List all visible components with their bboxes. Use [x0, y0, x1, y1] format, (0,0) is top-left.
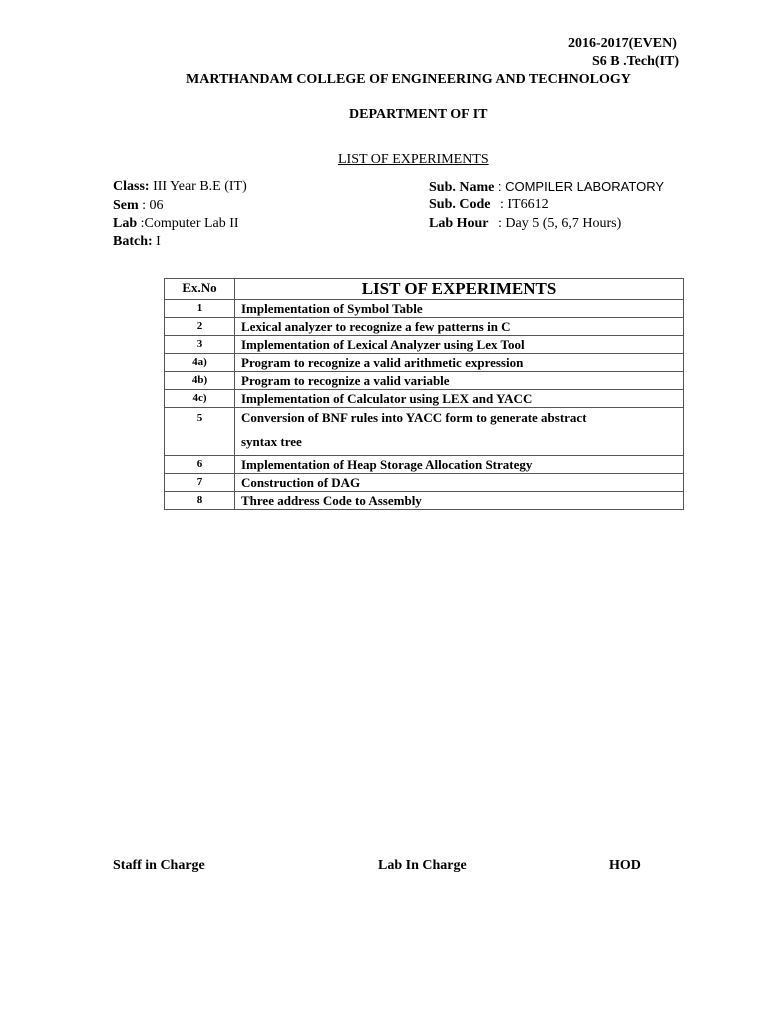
table-header-row	[165, 279, 684, 300]
row-description: Program to recognize a valid variable	[235, 372, 684, 390]
signature-staff-in-charge: Staff in Charge	[113, 858, 205, 873]
semester-tag: S6 B .Tech(IT)	[592, 54, 680, 69]
subcode-label: Sub. Code	[429, 197, 491, 212]
academic-year: 2016-2017(EVEN)	[568, 36, 677, 51]
subname-label: Sub. Name	[429, 180, 495, 195]
class-label: Class:	[113, 179, 150, 194]
subname-value: : COMPILER LABORATORY	[497, 179, 665, 194]
row-description: Construction of DAG	[235, 474, 684, 492]
lab-label: Lab	[113, 216, 138, 231]
row-number: 2	[165, 318, 235, 336]
batch-label: Batch:	[113, 234, 153, 249]
experiments-table	[164, 278, 684, 510]
table-row	[165, 456, 684, 474]
row-description: Implementation of Heap Storage Allocation Strategy	[235, 456, 684, 474]
signature-hod: HOD	[609, 858, 641, 873]
table-row	[165, 390, 684, 408]
labhour-label: Lab Hour	[429, 216, 489, 231]
table-row	[165, 474, 684, 492]
row-description-line2: syntax tree	[241, 434, 302, 449]
row-number: 4b)	[165, 372, 235, 390]
signature-lab-in-charge: Lab In Charge	[378, 858, 467, 873]
subcode-value: : IT6612	[499, 197, 549, 212]
col-exno-header: Ex.No	[165, 279, 235, 300]
table-row	[165, 408, 684, 456]
sem-label: Sem	[113, 198, 139, 213]
row-description: Implementation of Lexical Analyzer using Lex Tool	[235, 336, 684, 354]
table-row	[165, 300, 684, 318]
sem-value: : 06	[142, 198, 164, 213]
row-description: Implementation of Calculator using LEX and YACC	[235, 390, 684, 408]
table-row	[165, 372, 684, 390]
sem-field	[113, 198, 164, 214]
table-row	[165, 318, 684, 336]
table-row	[165, 492, 684, 510]
row-number: 7	[165, 474, 235, 492]
row-number: 1	[165, 300, 235, 318]
row-number: 5	[165, 408, 235, 456]
row-number: 6	[165, 456, 235, 474]
class-field	[113, 179, 247, 195]
batch-value: I	[156, 234, 161, 249]
subcode-field	[429, 197, 549, 213]
row-number: 3	[165, 336, 235, 354]
col-title-header: LIST OF EXPERIMENTS	[235, 279, 684, 300]
batch-field	[113, 234, 161, 250]
lab-field	[113, 216, 239, 232]
class-value: III Year B.E (IT)	[153, 179, 247, 194]
row-description-line1: Conversion of BNF rules into YACC form to generate abstract	[241, 410, 587, 425]
table-row	[165, 354, 684, 372]
row-number: 8	[165, 492, 235, 510]
department-name: DEPARTMENT OF IT	[349, 107, 488, 122]
row-description: Program to recognize a valid arithmetic expression	[235, 354, 684, 372]
row-description: Three address Code to Assembly	[235, 492, 684, 510]
row-description: Lexical analyzer to recognize a few patterns in C	[235, 318, 684, 336]
subname-field	[429, 179, 664, 196]
labhour-field	[429, 216, 621, 232]
document-title: LIST OF EXPERIMENTS	[338, 152, 489, 167]
lab-value: :Computer Lab II	[140, 216, 239, 231]
row-description	[235, 408, 684, 456]
college-name: MARTHANDAM COLLEGE OF ENGINEERING AND TECHNOLOGY	[186, 72, 631, 87]
table-row	[165, 336, 684, 354]
row-number: 4c)	[165, 390, 235, 408]
row-description: Implementation of Symbol Table	[235, 300, 684, 318]
labhour-value: : Day 5 (5, 6,7 Hours)	[498, 216, 622, 231]
row-number: 4a)	[165, 354, 235, 372]
